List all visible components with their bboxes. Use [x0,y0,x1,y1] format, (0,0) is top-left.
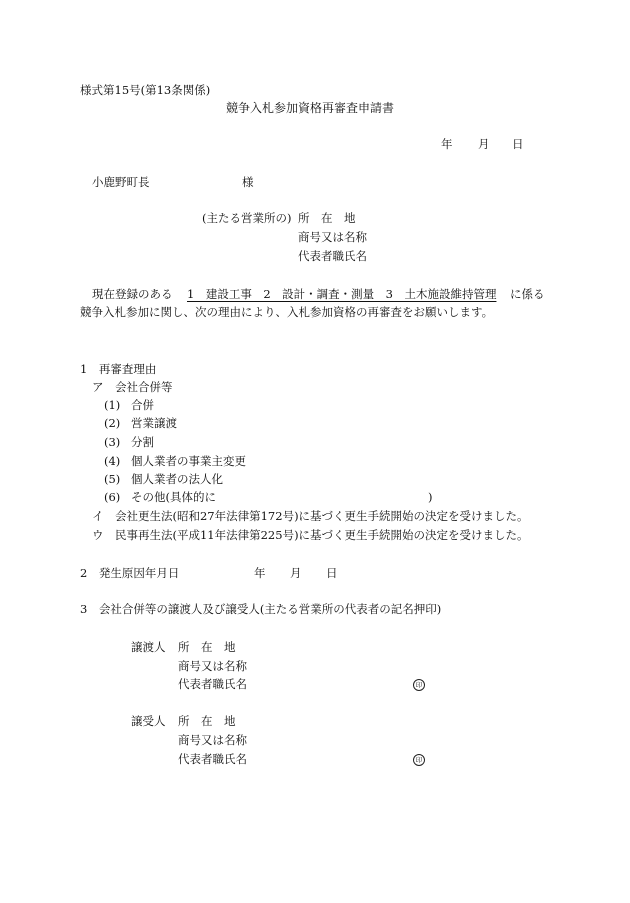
section2-label: 2 発生原因年月日 [80,566,180,580]
reason-1-text: 合併 [131,398,154,412]
reason-4-text: 個人業者の事業主変更 [131,454,246,468]
applicant-rep-label: 代表者職氏名 [298,249,367,263]
document-title: 競争入札参加資格再審査申請書 [226,101,395,115]
reason-1-num: (1) [104,398,121,412]
section2-month: 月 [290,566,302,580]
applicant-location-label: 所 在 地 [298,211,356,225]
reason-3-num: (3) [104,435,121,449]
reason-5-text: 個人業者の法人化 [131,472,223,486]
section3-heading: 3 会社合併等の譲渡人及び譲受人(主たる営業所の代表者の記名押印) [80,602,442,616]
section1-heading: 1 再審査理由 [80,362,157,376]
intro-tail: に係る [510,287,545,301]
transferee-seal-icon: 印 [413,754,425,766]
intro-categories: 1 建設工事 2 設計・調査・測量 3 土木施設維持管理 [187,287,497,301]
date-day-label: 日 [512,137,524,151]
transferor-role: 譲渡人 [131,640,166,654]
reason-6-num: (6) [104,490,121,504]
section1-i-text: イ 会社更生法(昭和27年法律第172号)に基づく更生手続開始の決定を受けました。 [92,509,529,523]
reason-2-text: 営業譲渡 [131,416,177,430]
reason-4-num: (4) [104,454,121,468]
intro-lead: 現在登録のある [92,287,173,301]
transferee-company-label: 商号又は名称 [178,733,247,747]
date-month-label: 月 [478,137,490,151]
transferor-seal-icon: 印 [413,679,425,691]
transferee-role: 譲受人 [131,714,166,728]
form-number: 様式第15号(第13条関係) [80,83,211,97]
transferor-company-label: 商号又は名称 [178,659,247,673]
reason-6-text: その他(具体的に [131,490,216,504]
section2-year: 年 [254,566,266,580]
transferee-location-label: 所 在 地 [178,714,236,728]
transferor-location-label: 所 在 地 [178,640,236,654]
reason-2-num: (2) [104,416,121,430]
reason-3-text: 分割 [131,435,154,449]
intro-line2: 競争入札参加に関し、次の理由により、入札参加資格の再審査をお願いします。 [80,305,494,319]
section1-a-label: ア 会社合併等 [92,380,173,394]
section2-day: 日 [326,566,338,580]
transferee-rep-label: 代表者職氏名 [178,752,247,766]
applicant-prefix: (主たる営業所の) [202,211,292,225]
addressee-honorific: 様 [242,175,254,189]
section1-u-text: ウ 民事再生法(平成11年法律第225号)に基づく更生手続開始の決定を受けました。 [92,528,529,542]
addressee-name: 小鹿野町長 [92,175,150,189]
date-year-label: 年 [441,137,453,151]
transferor-rep-label: 代表者職氏名 [178,677,247,691]
applicant-company-label: 商号又は名称 [298,230,367,244]
reason-6-close: ) [428,490,433,504]
reason-5-num: (5) [104,472,121,486]
